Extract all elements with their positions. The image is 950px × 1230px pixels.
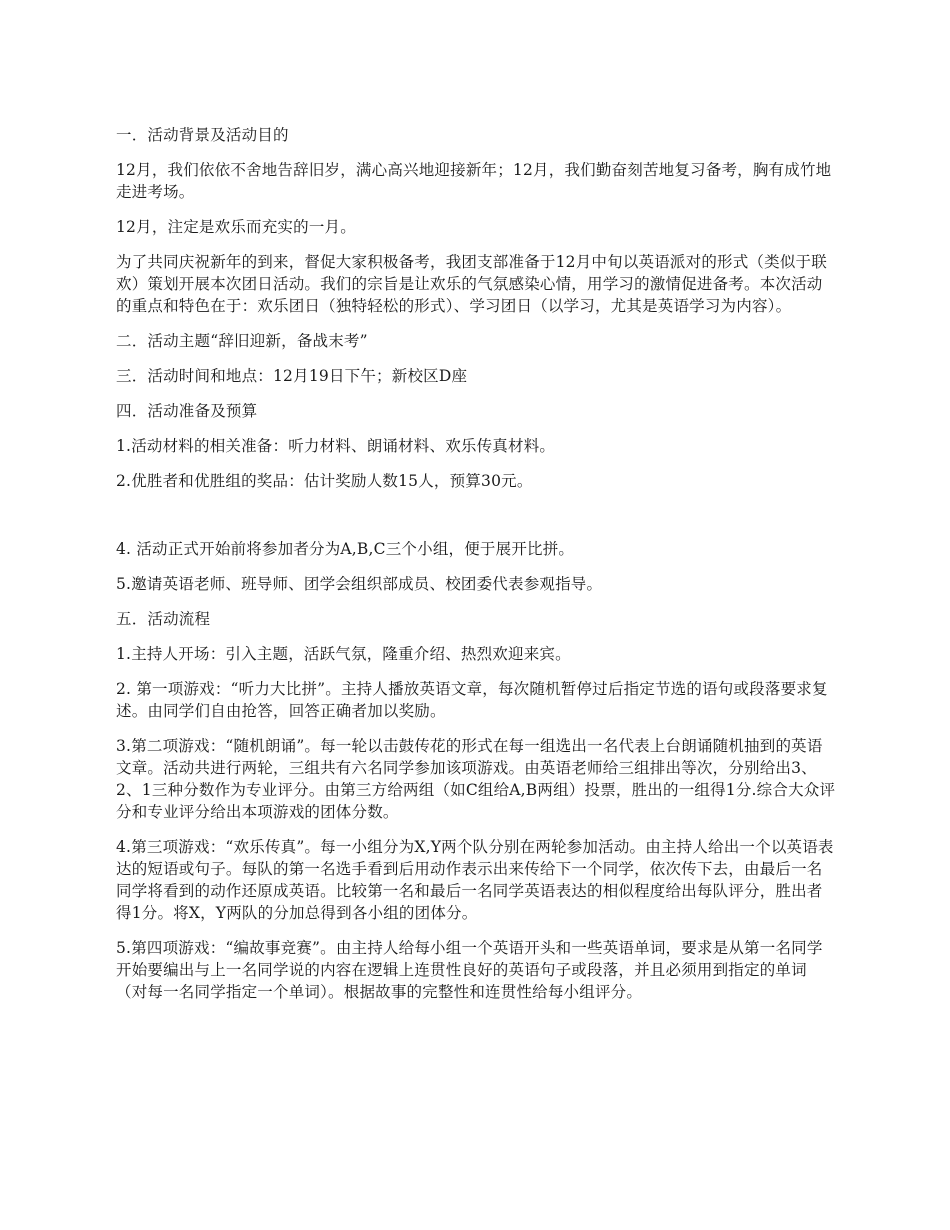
blank-line xyxy=(116,505,836,538)
paragraph-purpose: 为了共同庆祝新年的到来，督促大家积极备考，我团支部准备于12月中旬以英语派对的形式（类似于联欢）策划开展本次团日活动。我们的宗旨是让欢乐的气氛感染心情，用学习的激情促进备考。本次活动的重点和特色在于：欢乐团日（独特轻松的形式）、学习团日（以学习，尤其是英语学习为内容）。 xyxy=(116,253,827,315)
section-heading-theme: 二．活动主题“辞旧迎新，备战末考” xyxy=(116,332,368,350)
list-item-materials: 1.活动材料的相关准备：听力材料、朗诵材料、欢乐传真材料。 xyxy=(116,437,556,455)
section-heading-time-place: 三．活动时间和地点：12月19日下午；新校区D座 xyxy=(116,367,468,385)
list-item-game-fax: 4.第三项游戏：“欢乐传真”。每一小组分为X,Y两个队分别在两轮参加活动。由主持人给出一个以英语表达的短语或句子。每队的第一名选手看到后用动作表示出来传给下一个同学，依次传下去，由最后一名同学将看到的动作还原成英语。比较第一名和最后一名同学英语表达的相似程度给出每队评分，胜出者得1分。将X，Y两队的分加总得到各小组的团体分。 xyxy=(116,838,834,922)
section-heading-process: 五．活动流程 xyxy=(116,610,211,628)
list-item-groups: 4. 活动正式开始前将参加者分为A,B,C三个小组，便于展开比拼。 xyxy=(116,540,575,558)
list-item-game-recitation: 3.第二项游戏：“随机朗诵”。每一轮以击鼓传花的形式在每一组选出一名代表上台朗诵随机抽到的英语文章。活动共进行两轮，三组共有六名同学参加该项游戏。由英语老师给三组排出等次，分别给出3、2、1三种分数作为专业评分。由第三方给两组（如C组给A,B两组）投票，胜出的一组得1分.综合大众评分和专业评分给出本项游戏的团体分数。 xyxy=(116,737,836,821)
list-item-opening: 1.主持人开场：引入主题，活跃气氛，隆重介绍、热烈欢迎来宾。 xyxy=(116,645,571,663)
list-item-game-story: 5.第四项游戏：“编故事竞赛”。由主持人给每小组一个英语开头和一些英语单词，要求是从第一名同学开始要编出与上一名同学说的内容在逻辑上连贯性良好的英语句子或段落，并且必须用到指定的单词（对每一名同学指定一个单词）。根据故事的完整性和连贯性给每小组评分。 xyxy=(116,939,823,1001)
paragraph-december-joy: 12月，注定是欢乐而充实的一月。 xyxy=(116,218,356,236)
list-item-invitations: 5.邀请英语老师、班导师、团学会组织部成员、校团委代表参观指导。 xyxy=(116,575,603,593)
section-heading-preparation: 四．活动准备及预算 xyxy=(116,402,258,420)
section-heading-background: 一．活动背景及活动目的 xyxy=(116,126,289,144)
list-item-prizes: 2.优胜者和优胜组的奖品：估计奖励人数15人，预算30元。 xyxy=(116,472,533,490)
paragraph-december-intro: 12月，我们依依不舍地告辞旧岁，满心高兴地迎接新年；12月，我们勤奋刻苦地复习备考，胸有成竹地走进考场。 xyxy=(116,161,832,201)
list-item-game-listening: 2. 第一项游戏：“听力大比拼”。主持人播放英语文章，每次随机暂停过后指定节选的语句或段落要求复述。由同学们自由抢答，回答正确者加以奖励。 xyxy=(116,680,828,720)
document-body xyxy=(116,124,836,1016)
